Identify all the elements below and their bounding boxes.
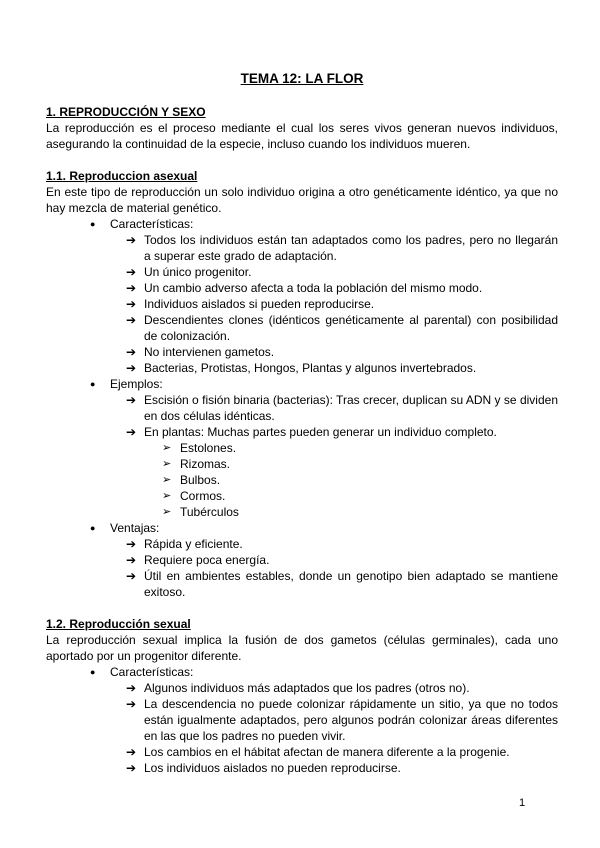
arrow-icon: ➔ bbox=[126, 425, 137, 439]
list-item: ➔ Bacterias, Protistas, Hongos, Plantas y algunos invertebrados. bbox=[126, 361, 477, 375]
bullet-icon: ● bbox=[90, 379, 96, 389]
list-item: ➔ Los cambios en el hábitat afectan de manera diferente a la progenie. bbox=[126, 745, 510, 759]
arrow-icon: ➔ bbox=[126, 553, 137, 567]
list-item: ● Características: bbox=[90, 217, 194, 231]
list-item: ➔ No intervienen gametos. bbox=[126, 345, 275, 359]
list-item: ➔ Los individuos aislados no pueden reproducirse. bbox=[126, 761, 401, 775]
page-number: 1 bbox=[519, 797, 526, 809]
list-item: ➔ En plantas: Muchas partes pueden generar un individuo completo. bbox=[126, 425, 497, 439]
list-item: ● Ventajas: bbox=[90, 521, 160, 535]
bullet-icon: ● bbox=[90, 667, 96, 677]
list-item: ➔ Un único progenitor. bbox=[126, 265, 252, 279]
list-item: ➔ Útil en ambientes estables, donde un genotipo bien adaptado se mantiene exitoso. bbox=[126, 569, 558, 599]
list-item: ➢ Cormos. bbox=[162, 489, 226, 503]
arrowhead-icon: ➢ bbox=[162, 458, 172, 470]
arrow-icon: ➔ bbox=[126, 361, 137, 375]
list-item: ➔ Algunos individuos más adaptados que los padres (otros no). bbox=[126, 681, 470, 695]
section-1-heading: 1. REPRODUCCIÓN Y SEXO bbox=[46, 105, 206, 119]
arrow-icon: ➔ bbox=[126, 393, 137, 407]
section-1-1-text: En este tipo de reproducción un solo individuo origina a otro genéticamente idéntico, ya que no hay mezcla de material genético. bbox=[46, 185, 558, 215]
section-1 bbox=[46, 104, 558, 152]
section-1-1-heading: 1.1. Reproduccion asexual bbox=[46, 169, 198, 183]
list-item: ➔ Requiere poca energía. bbox=[126, 553, 270, 567]
list-item: ➢ Rizomas. bbox=[162, 457, 231, 471]
section-1-2-heading: 1.2. Reproducción sexual bbox=[46, 617, 191, 631]
list-item: ➔ Rápida y eficiente. bbox=[126, 537, 243, 551]
list-item: ➢ Bulbos. bbox=[162, 473, 221, 487]
list-item: ➔ Individuos aislados si pueden reproducirse. bbox=[126, 297, 375, 311]
section-1-1 bbox=[46, 168, 558, 600]
list-item: ➔ La descendencia no puede colonizar rápidamente un sitio, ya que no todos están igualmente adaptados, pero algunos podrán colonizar áreas diferentes en las que los padres no pueden vivir. bbox=[126, 697, 558, 743]
section-1-text: La reproducción es el proceso mediante el cual los seres vivos generan nuevos individuos, asegurando la continuidad de la especie, incluso cuando los individuos mueren. bbox=[46, 121, 558, 151]
list-item: ➔ Escisión o fisión binaria (bacterias): Tras crecer, duplican su ADN y se dividen en dos células idénticas. bbox=[126, 393, 558, 423]
document-title: TEMA 12: LA FLOR bbox=[240, 71, 364, 86]
arrow-icon: ➔ bbox=[126, 761, 137, 775]
arrow-icon: ➔ bbox=[126, 745, 137, 759]
list-item: ➢ Estolones. bbox=[162, 441, 237, 455]
arrow-icon: ➔ bbox=[126, 537, 137, 551]
bullet-icon: ● bbox=[90, 219, 96, 229]
arrow-icon: ➔ bbox=[126, 681, 137, 695]
list-item: ➔ Descendientes clones (idénticos genéticamente al parental) con posibilidad de colonización. bbox=[126, 313, 558, 343]
arrow-icon: ➔ bbox=[126, 345, 137, 359]
section-1-2-list bbox=[46, 664, 558, 776]
arrow-icon: ➔ bbox=[126, 297, 137, 311]
arrowhead-icon: ➢ bbox=[162, 490, 172, 502]
arrow-icon: ➔ bbox=[126, 313, 137, 327]
arrow-icon: ➔ bbox=[126, 569, 137, 583]
bullet-icon: ● bbox=[90, 523, 96, 533]
section-1-1-list bbox=[46, 216, 558, 600]
section-1-2 bbox=[46, 616, 558, 776]
arrowhead-icon: ➢ bbox=[162, 506, 172, 518]
arrow-icon: ➔ bbox=[126, 265, 137, 279]
arrowhead-icon: ➢ bbox=[162, 474, 172, 486]
arrowhead-icon: ➢ bbox=[162, 442, 172, 454]
arrow-icon: ➔ bbox=[126, 281, 137, 295]
list-item: ➔ Un cambio adverso afecta a toda la población del mismo modo. bbox=[126, 281, 483, 295]
list-item: ➔ Todos los individuos están tan adaptados como los padres, pero no llegarán a superar este grado de adaptación. bbox=[126, 233, 558, 263]
arrow-icon: ➔ bbox=[126, 233, 137, 247]
list-item: ● Características: bbox=[90, 665, 194, 679]
list-item: ● Ejemplos: bbox=[90, 377, 163, 391]
arrow-icon: ➔ bbox=[126, 697, 137, 711]
list-item: ➢ Tubérculos bbox=[162, 505, 239, 519]
section-1-2-text: La reproducción sexual implica la fusión de dos gametos (células germinales), cada uno aportado por un progenitor diferente. bbox=[46, 633, 558, 663]
